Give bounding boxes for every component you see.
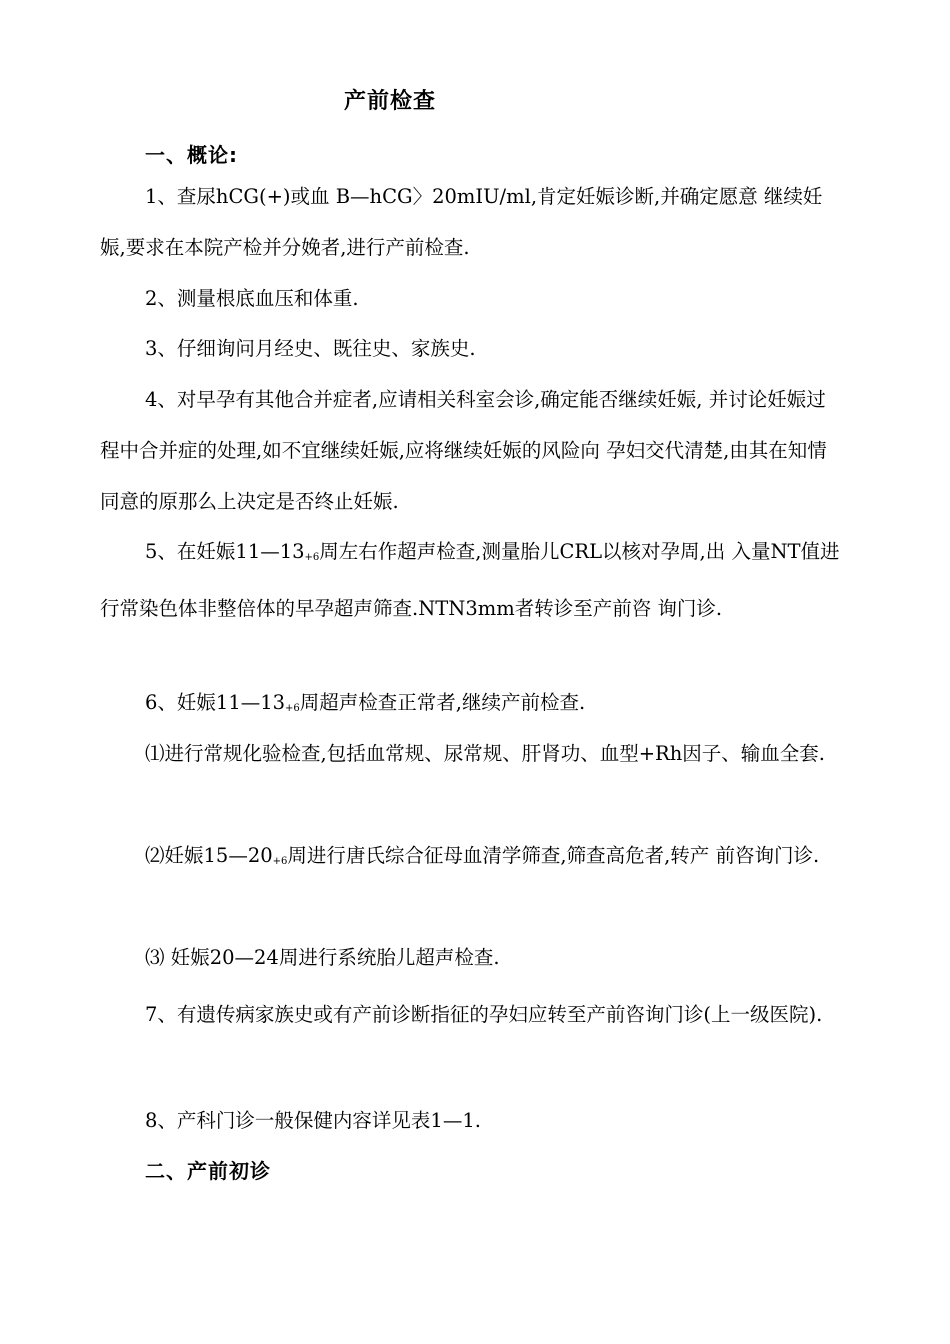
- paragraph-3: 3、仔细询问月经史、既往史、家族史.: [145, 337, 476, 360]
- paragraph-5-text-b: 周左右作超声检查,测量胎儿CRL以核对孕周,出 入量NT值进行常染色体非整倍体的早孕超声筛查.NTN3mm者转诊至产前咨 询门诊.: [100, 540, 840, 620]
- paragraph-6-item-1: ⑴进行常规化验检查,包括血常规、尿常规、肝肾功、血型+Rh因子、输血全套.: [145, 742, 825, 765]
- paragraph-6: [100, 677, 840, 734]
- paragraph-5: [100, 526, 840, 634]
- section-heading-overview: 一、概论:: [145, 143, 238, 167]
- paragraph-6-item-2-subscript: +6: [272, 856, 288, 867]
- paragraph-6-text-a: 6、妊娠11—13: [145, 691, 286, 714]
- paragraph-6-item-3: ⑶ 妊娠20—24周进行系统胎儿超声检查.: [145, 946, 500, 969]
- section-heading-initial-visit: 二、产前初诊: [145, 1159, 271, 1183]
- paragraph-4: 4、对早孕有其他合并症者,应请相关科室会诊,确定能否继续妊娠, 并讨论妊娠过程中合并症的处理,如不宜继续妊娠,应将继续妊娠的风险向 孕妇交代清楚,由其在知情同意的原那么上决定是否终止妊娠.: [100, 388, 827, 513]
- paragraph-6-item-2-text-a: ⑵妊娠15—20: [145, 844, 273, 867]
- document-title: 产前检查: [343, 89, 436, 114]
- paragraph-7: 7、有遗传病家族史或有产前诊断指征的孕妇应转至产前咨询门诊(上一级医院).: [145, 1003, 823, 1026]
- paragraph-6-subscript: +6: [285, 703, 300, 714]
- paragraph-6-item-2: [100, 830, 840, 887]
- paragraph-5-text-a: 5、在妊娠11—13: [145, 540, 305, 563]
- paragraph-6-item-2-text-b: 周进行唐氏综合征母血清学筛查,筛查高危者,转产 前咨询门诊.: [287, 844, 820, 867]
- paragraph-2: 2、测量根底血压和体重.: [145, 287, 359, 310]
- paragraph-5-subscript: +6: [304, 552, 320, 563]
- paragraph-1: 1、查尿hCG(+)或血 B—hCG〉20mIU/ml,肯定妊娠诊断,并确定愿意 继续妊娠,要求在本院产检并分娩者,进行产前检查.: [100, 185, 823, 259]
- paragraph-6-text-b: 周超声检查正常者,继续产前检查.: [299, 691, 586, 714]
- paragraph-8: 8、产科门诊一般保健内容详见表1—1.: [145, 1109, 481, 1132]
